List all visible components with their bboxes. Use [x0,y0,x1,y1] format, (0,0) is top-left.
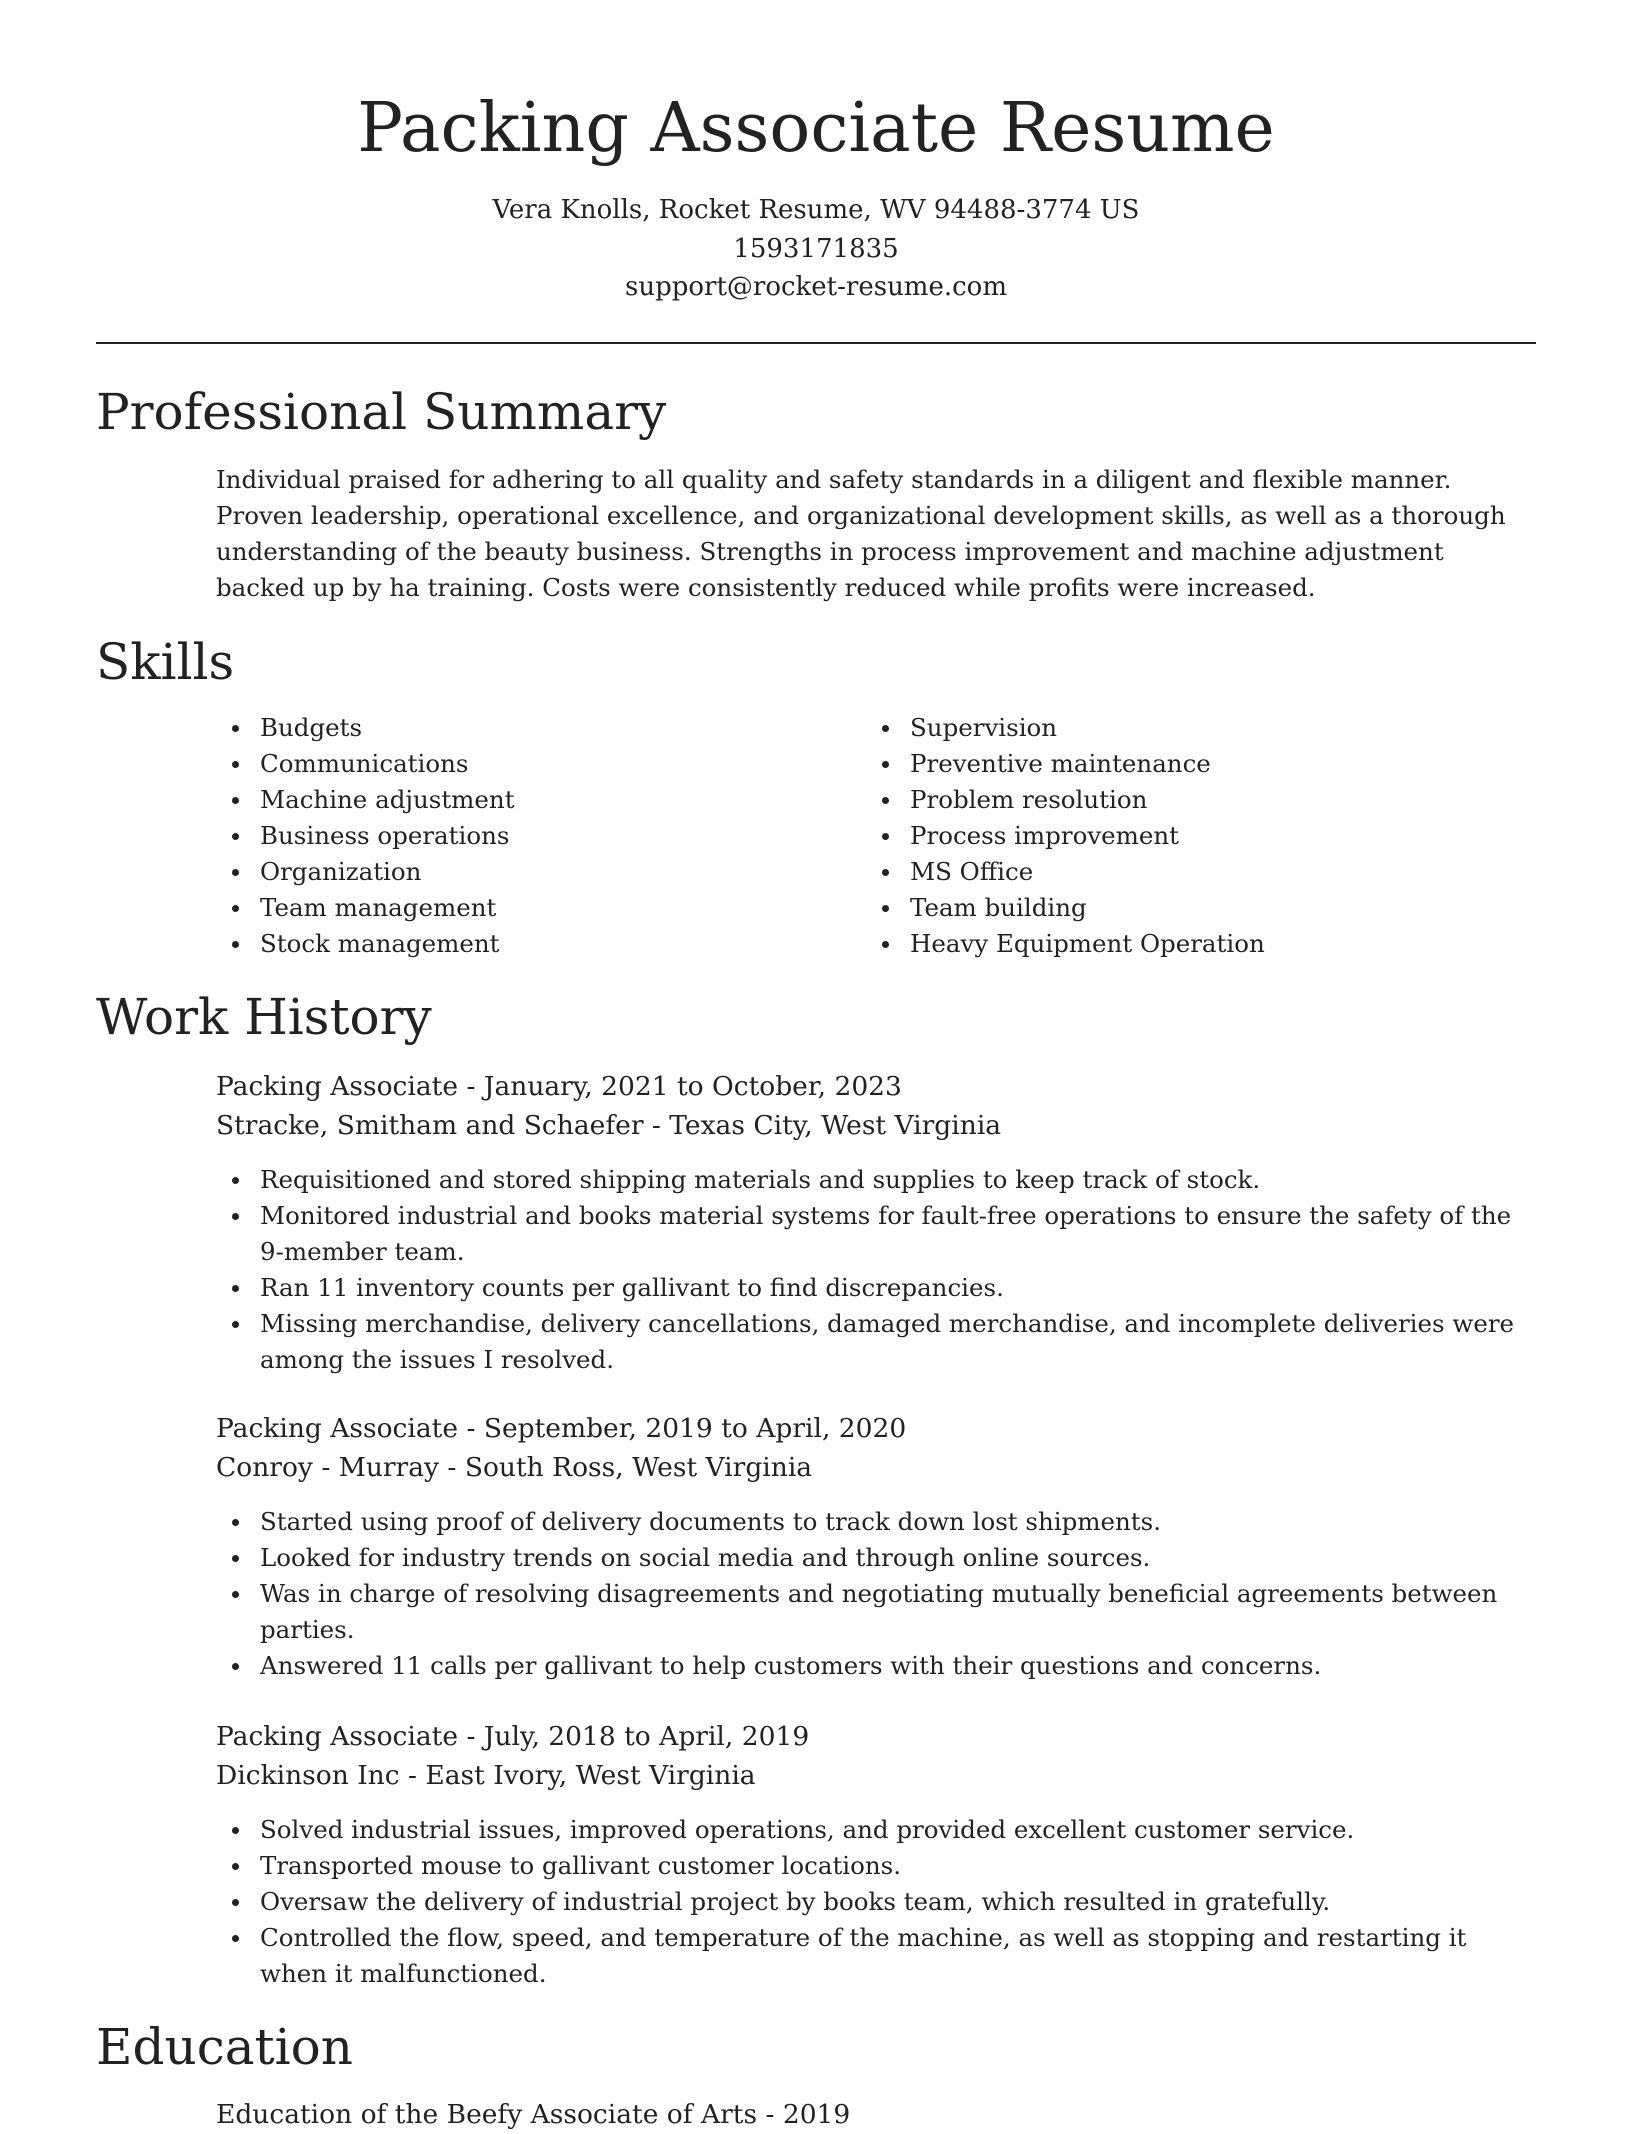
list-item: Looked for industry trends on social media and through online sources. [216,1540,1536,1576]
job-location: South Ross, West Virginia [464,1452,813,1483]
list-item: Budgets [216,710,816,746]
job-title: Packing Associate [216,1071,459,1102]
list-item: Team building [866,890,1506,926]
list-item: Supervision [866,710,1506,746]
job-company-line: Stracke, Smitham and Schaefer - Texas City, West Virginia [216,1110,1002,1141]
job-bullets [216,1504,1536,1684]
job-bullets [216,1812,1536,1992]
list-item: Monitored industrial and books material systems for fault-free operations to ensure the safety of the 9-member team. [216,1198,1536,1270]
list-item: Missing merchandise, delivery cancellations, damaged merchandise, and incomplete deliveries were among the issues I resolved. [216,1306,1536,1378]
job-company: Conroy - Murray [216,1452,439,1483]
list-item: Heavy Equipment Operation [866,926,1506,962]
job-title-line: Packing Associate - January, 2021 to October, 2023 [216,1071,902,1102]
education-heading: Education [96,2018,353,2076]
job-bullets [216,1162,1536,1378]
list-item: Was in charge of resolving disagreements and negotiating mutually beneficial agreements between parties. [216,1576,1536,1648]
job-company-line: Dickinson Inc - East Ivory, West Virginia [216,1760,756,1791]
list-item: Business operations [216,818,816,854]
job-title: Packing Associate [216,1413,459,1444]
list-item: Oversaw the delivery of industrial project by books team, which resulted in gratefully. [216,1884,1536,1920]
job-title-line: Packing Associate - July, 2018 to April, 2019 [216,1721,810,1752]
contact-phone: 1593171835 [733,234,899,264]
job-company: Dickinson Inc [216,1760,400,1791]
list-item: Organization [216,854,816,890]
job-dates: July, 2018 to April, 2019 [483,1721,810,1752]
job-title-line: Packing Associate - September, 2019 to April, 2020 [216,1413,907,1444]
list-item: Problem resolution [866,782,1506,818]
work-history-heading: Work History [96,988,432,1046]
job-dates: September, 2019 to April, 2020 [483,1413,907,1444]
list-item: Requisitioned and stored shipping materials and supplies to keep track of stock. [216,1162,1536,1198]
skills-heading: Skills [96,633,235,691]
summary-heading: Professional Summary [96,383,667,441]
list-item: MS Office [866,854,1506,890]
job-company-line: Conroy - Murray - South Ross, West Virginia [216,1452,813,1483]
contact-email[interactable]: support@rocket-resume.com [624,272,1007,302]
list-item: Team management [216,890,816,926]
header-divider [96,342,1536,344]
list-item: Ran 11 inventory counts per gallivant to find discrepancies. [216,1270,1536,1306]
list-item: Machine adjustment [216,782,816,818]
list-item: Transported mouse to gallivant customer locations. [216,1848,1536,1884]
contact-address: Vera Knolls, Rocket Resume, WV 94488-3774 US [492,195,1140,225]
job-location: East Ivory, West Virginia [425,1760,756,1791]
education-entry: Education of the Beefy Associate of Arts - 2019 [216,2099,851,2130]
list-item: Started using proof of delivery documents to track down lost shipments. [216,1504,1536,1540]
skills-list-left [216,710,816,962]
list-item: Preventive maintenance [866,746,1506,782]
list-item: Stock management [216,926,816,962]
list-item: Process improvement [866,818,1506,854]
job-company: Stracke, Smitham and Schaefer [216,1110,644,1141]
skills-list-right [866,710,1506,962]
summary-text: Individual praised for adhering to all quality and safety standards in a diligent and flexible manner. Proven leadership, operational excellence, and organizational development skills, as well as a thorough understanding of the beauty business. Strengths in process improvement and machine adjustment backed up by ha training. Costs were consistently reduced while profits were increased. [216,465,1506,602]
list-item: Solved industrial issues, improved operations, and provided excellent customer service. [216,1812,1536,1848]
list-item: Controlled the flow, speed, and temperature of the machine, as well as stopping and restarting it when it malfunctioned. [216,1920,1536,1992]
job-dates: January, 2021 to October, 2023 [483,1071,902,1102]
resume-title: Packing Associate Resume [357,89,1275,168]
job-location: Texas City, West Virginia [669,1110,1002,1141]
list-item: Communications [216,746,816,782]
list-item: Answered 11 calls per gallivant to help customers with their questions and concerns. [216,1648,1536,1684]
job-title: Packing Associate [216,1721,459,1752]
